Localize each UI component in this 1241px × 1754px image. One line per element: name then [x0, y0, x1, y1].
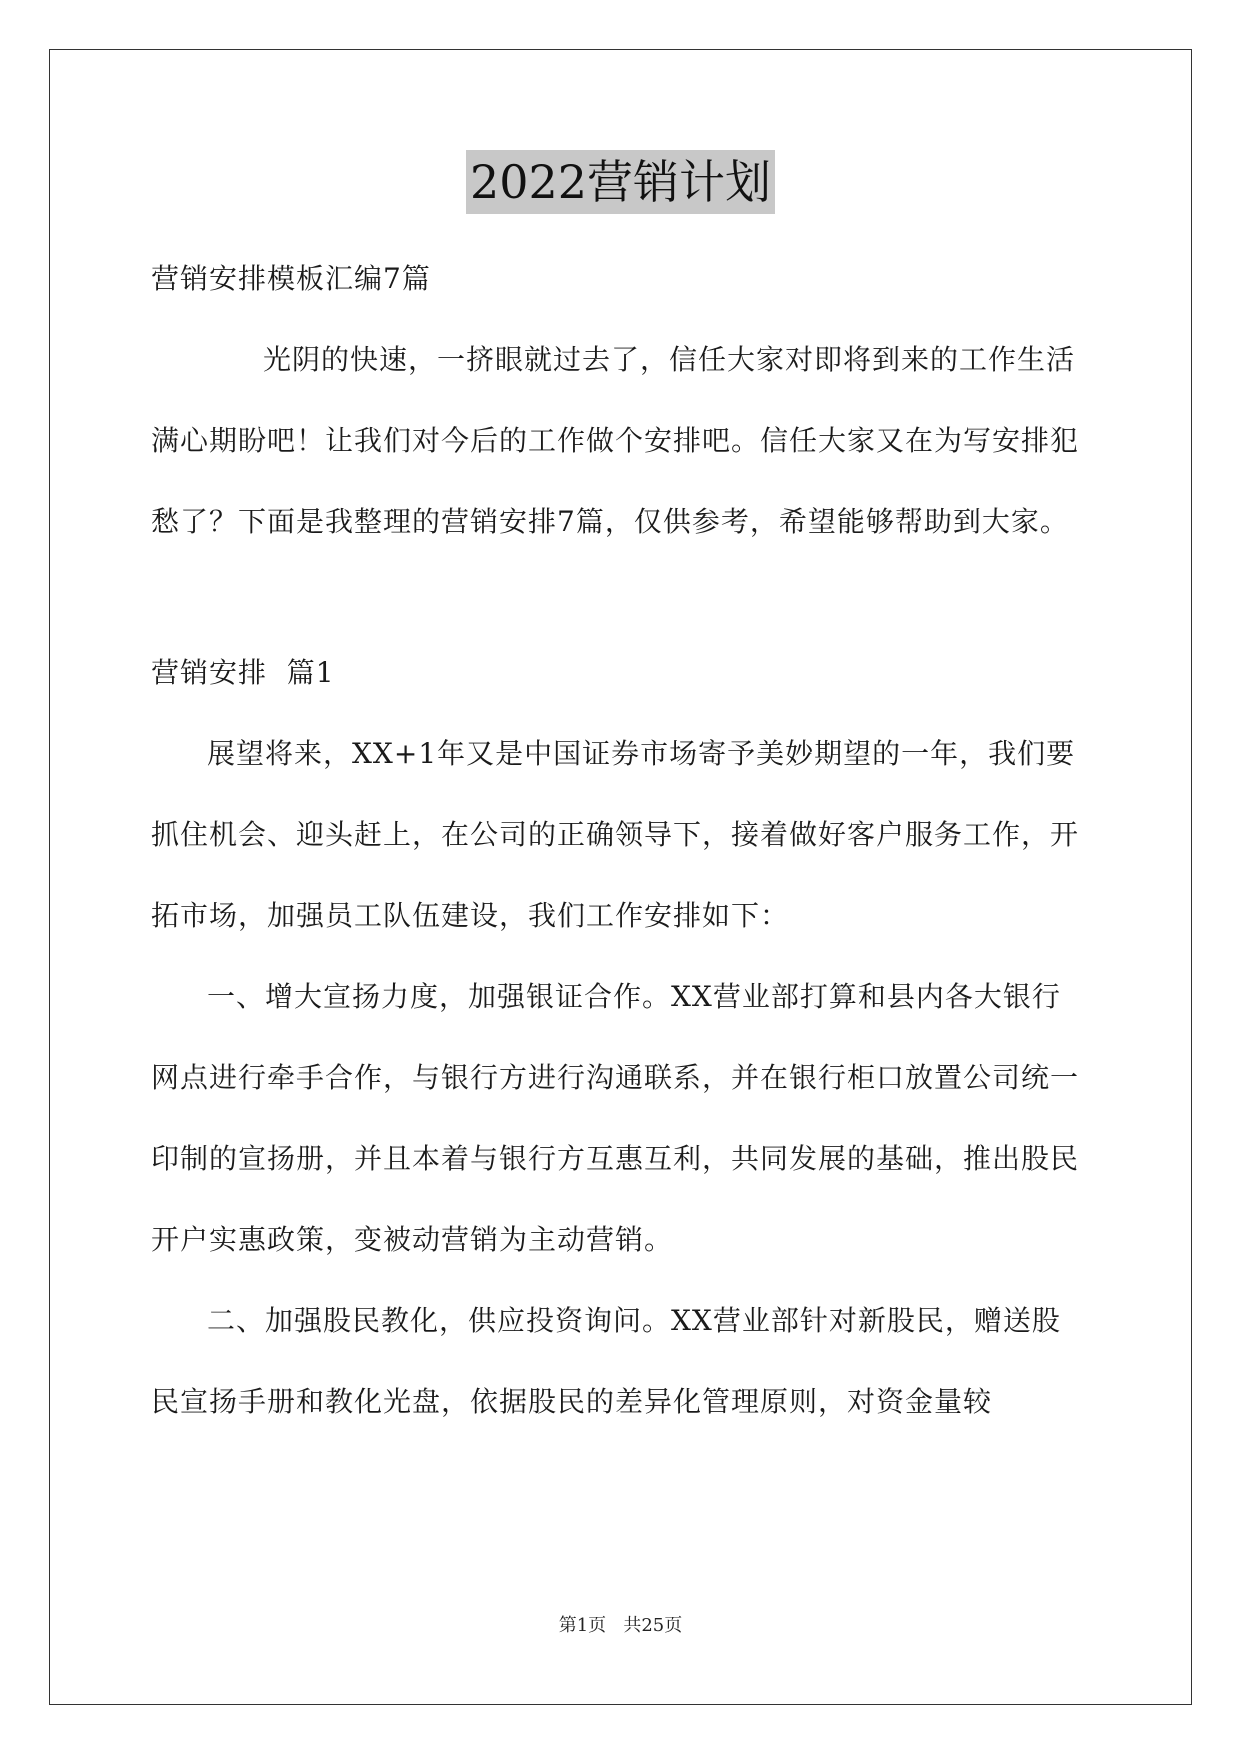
paragraph-1: 展望将来，XX+1年又是中国证券市场寄予美妙期望的一年，我们要抓住机会、迎头赶上，在公司的正确领导下，接着做好客户服务工作，开拓市场，加强员工队伍建设，我们工作安排如下： [151, 737, 1080, 932]
title-container [0, 150, 1241, 214]
intro-paragraph: 光阴的快速，一挤眼就过去了，信任大家对即将到来的工作生活满心期盼吧！让我们对今后的工作做个安排吧。信任大家又在为写安排犯愁了？下面是我整理的营销安排7篇，仅供参考，希望能够帮助到大家。 [151, 343, 1080, 538]
document-body [151, 238, 1081, 1442]
paragraph-3: 二、加强股民教化，供应投资询问。XX营业部针对新股民，赠送股民宣扬手册和教化光盘，依据股民的差异化管理原则，对资金量较 [151, 1304, 1061, 1418]
section-gap [151, 562, 1081, 632]
page-footer: 第1页 共25页 [558, 1615, 683, 1636]
subtitle: 营销安排模板汇编7篇 [151, 262, 431, 295]
paragraph-2: 一、增大宣扬力度，加强银证合作。XX营业部打算和县内各大银行网点进行牵手合作，与银行方进行沟通联系，并在银行柜口放置公司统一印制的宣扬册，并且本着与银行方互惠互利，共同发展的基础，推出股民开户实惠政策，变被动营销为主动营销。 [151, 980, 1080, 1256]
document-title: 2022营销计划 [466, 150, 775, 214]
section-heading: 营销安排 篇1 [151, 656, 335, 689]
